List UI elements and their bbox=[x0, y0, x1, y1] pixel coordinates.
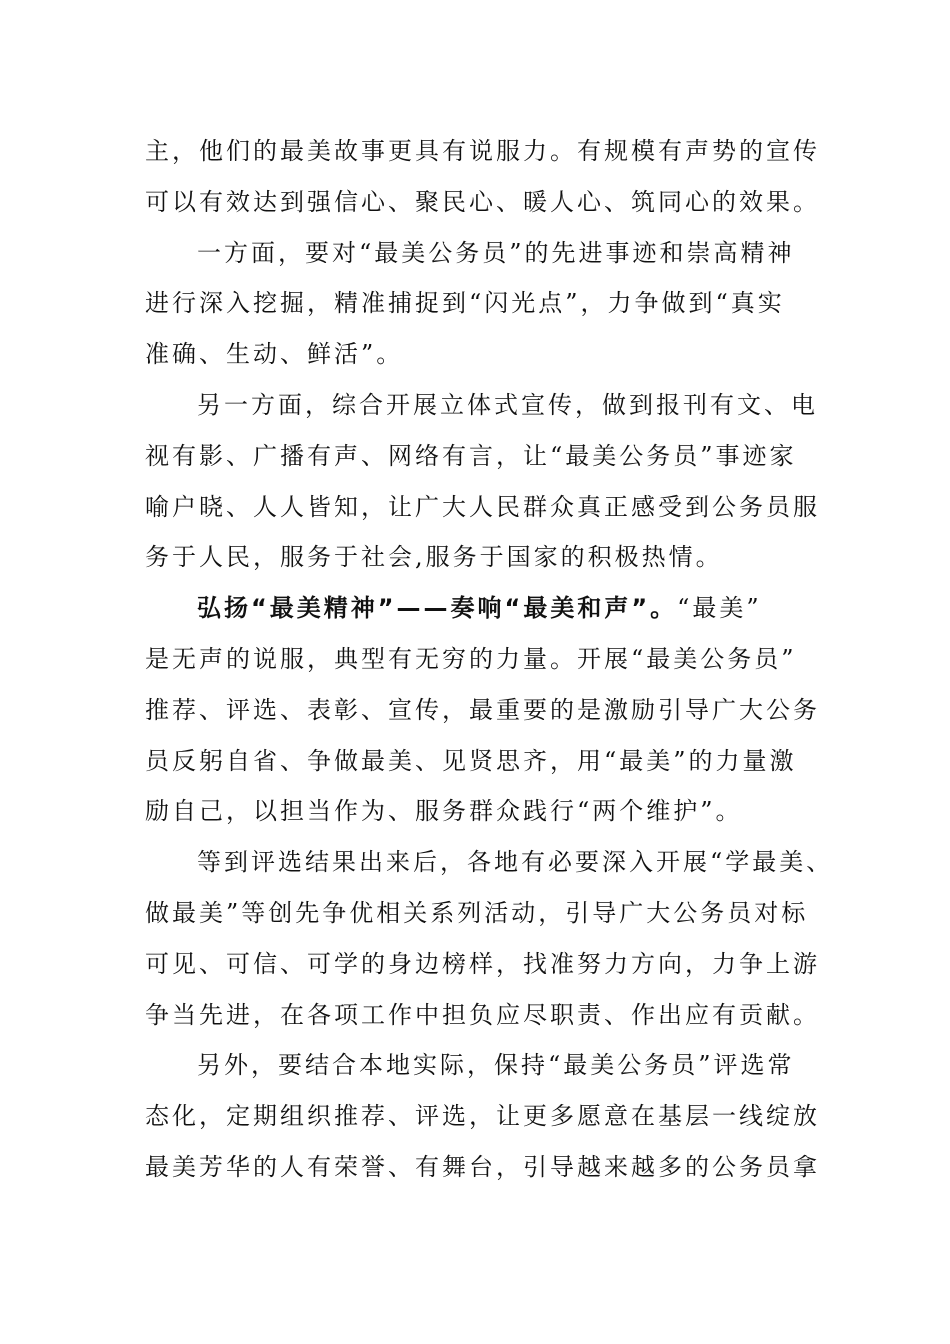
section-heading: 弘扬“最美精神”——奏响“最美和声”。 bbox=[197, 594, 678, 623]
text-line: 进行深入挖掘，精准捕捉到“闪光点”，力争做到“真实 bbox=[145, 289, 785, 318]
body-text bbox=[145, 126, 835, 1193]
text-line: 一方面，要对“最美公务员”的先进事迹和崇高精神 bbox=[197, 238, 795, 267]
text-line: 喻户晓、人人皆知，让广大人民群众真正感受到公务员服 bbox=[145, 492, 820, 521]
text-line: 争当先进，在各项工作中担负应尽职责、作出应有贡献。 bbox=[145, 1000, 820, 1029]
text-line: 是无声的说服，典型有无穷的力量。开展“最美公务员” bbox=[145, 644, 797, 673]
text-line: 主，他们的最美故事更具有说服力。有规模有声势的宣传 bbox=[145, 137, 820, 165]
text-line: 另外，要结合本地实际，保持“最美公务员”评选常 bbox=[197, 1051, 795, 1080]
text-line: 等到评选结果出来后，各地有必要深入开展“学最美、 bbox=[197, 848, 834, 877]
text-line: 励自己，以担当作为、服务群众践行“两个维护”。 bbox=[145, 797, 743, 826]
text-line: 态化，定期组织推荐、评选，让更多愿意在基层一线绽放 bbox=[145, 1102, 820, 1131]
text-line: 另一方面，综合开展立体式宣传，做到报刊有文、电 bbox=[197, 390, 818, 419]
text-line: 务于人民，服务于社会,服务于国家的积极热情。 bbox=[145, 543, 723, 572]
text-line: 准确、生动、鲜活”。 bbox=[145, 340, 404, 369]
text-line: 可见、可信、可学的身边榜样，找准努力方向，力争上游 bbox=[145, 949, 820, 978]
section-heading-line bbox=[145, 583, 835, 634]
text-line: 推荐、评选、表彰、宣传，最重要的是激励引导广大公务 bbox=[145, 695, 820, 724]
text-line: 视有影、广播有声、网络有言，让“最美公务员”事迹家 bbox=[145, 441, 797, 470]
text-line: 可以有效达到强信心、聚民心、暖人心、筑同心的效果。 bbox=[145, 187, 820, 216]
text-fragment: “最美” bbox=[677, 594, 762, 623]
text-line: 最美芳华的人有荣誉、有舞台，引导越来越多的公务员拿 bbox=[145, 1152, 820, 1181]
text-line: 员反躬自省、争做最美、见贤思齐，用“最美”的力量激 bbox=[145, 746, 797, 775]
text-line: 做最美”等创先争优相关系列活动，引导广大公务员对标 bbox=[145, 898, 809, 927]
